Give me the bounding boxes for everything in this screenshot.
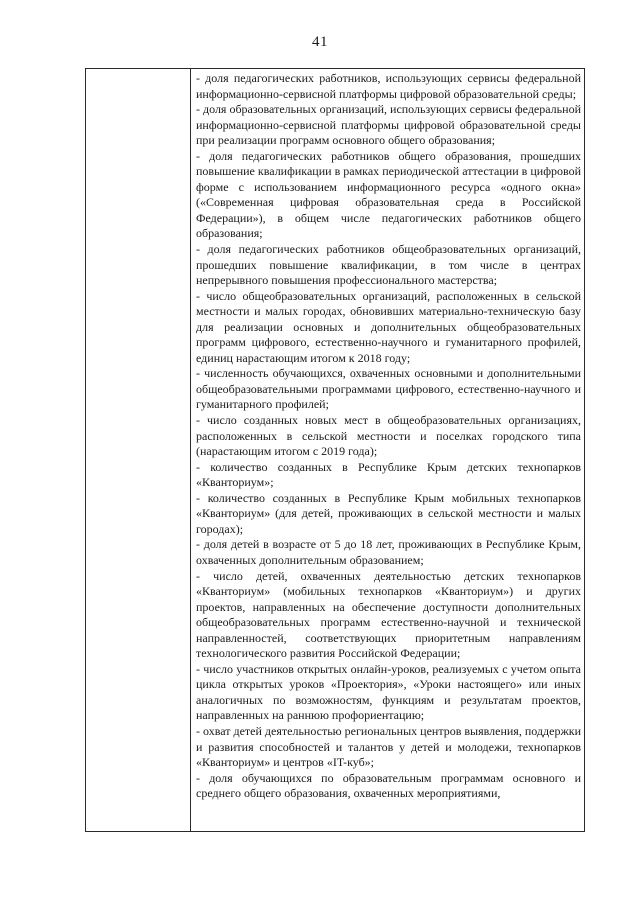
indicator-item: - количество созданных в Республике Крым мобильных технопарков «Кванториум» (для детей, проживающих в сельской местности и малых городах); [196,490,581,536]
indicator-item: - охват детей деятельностью региональных центров выявления, поддержки и развития способностей и талантов у детей и молодежи, технопарков «Кванториум» и центров «IT-куб»; [196,723,581,770]
table-right-cell [191,69,585,831]
document-table [85,68,585,832]
indicator-item: - доля педагогических работников, использующих сервисы федеральной информационно-сервисной платформы цифровой образовательной среды; [196,71,581,101]
indicator-item: - доля образовательных организаций, использующих сервисы федеральной информационно-сервисной платформы цифровой образовательной среды при реализации программ основного общего образования; [196,102,581,148]
page-number: 41 [312,34,328,50]
indicator-item: - доля педагогических работников общеобразовательных организаций, прошедших повышение квалификации, в том числе в центрах непрерывного повышения профессионального мастерства; [196,242,581,288]
indicator-item: - доля обучающихся по образовательным программам основного и среднего общего образования, охваченных мероприятиями, [196,770,581,801]
table-left-cell [85,69,191,831]
indicator-item: - количество созданных в Республике Крым детских технопарков «Кванториум»; [196,459,581,490]
indicator-item: - число общеобразовательных организаций, расположенных в сельской местности и малых городах, обновивших материально-техническую базу для реализации основных и дополнительных общеобразовательных программ цифрового, естественно-научного и гуманитарного профилей, единиц нарастающим итогом к 2018 году; [196,288,581,365]
indicator-item: - число детей, охваченных деятельностью детских технопарков «Кванториум» (мобильных технопарков «Кванториум») и других проектов, направленных на обеспечение доступности дополнительных общеобразовательных программ естественно-научной и технической направленностей, соответствующих приоритетным направлениям технологического развития Российской Федерации; [196,568,581,661]
indicator-item: - число созданных новых мест в общеобразовательных организациях, расположенных в сельской местности и поселках городского типа (нарастающим итогом с 2019 года); [196,413,581,459]
indicator-item: - число участников открытых онлайн-уроков, реализуемых с учетом опыта цикла открытых уроков «Проектория», «Уроки настоящего» или иных аналогичных по возможностям, функциям и результатам проектов, направленных на раннюю профориентацию; [196,661,581,723]
indicator-item: - доля детей в возрасте от 5 до 18 лет, проживающих в Республике Крым, охваченных дополнительным образованием; [196,537,581,567]
indicator-item: - численность обучающихся, охваченных основными и дополнительными общеобразовательными программами цифрового, естественно-научного и гуманитарного профилей; [196,366,581,412]
indicator-item: - доля педагогических работников общего образования, прошедших повышение квалификации в рамках периодической аттестации в цифровой форме с использованием информационного ресурса «одного окна» («Современная цифровая образовательная среда в Российской Федерации»), в общем числе педагогических работников общего образования; [196,148,581,241]
